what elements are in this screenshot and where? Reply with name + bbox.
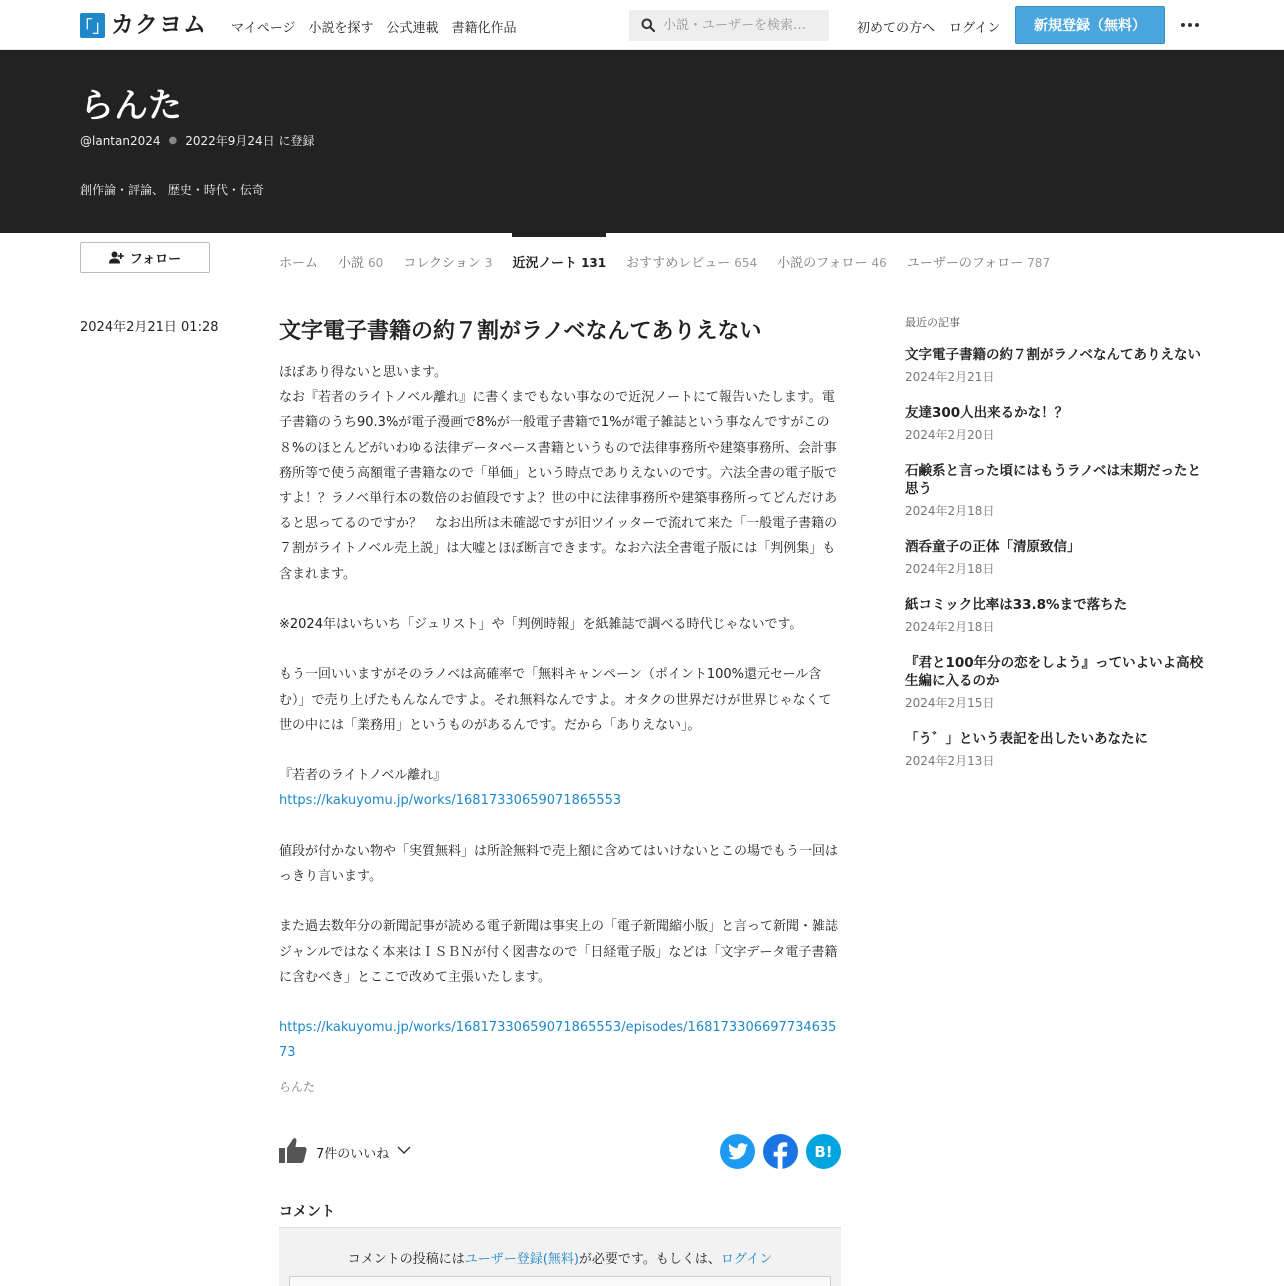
follow-label: フォロー bbox=[129, 252, 182, 267]
recent-article-item[interactable] bbox=[905, 404, 1205, 443]
hatena-bookmark-icon: B! bbox=[814, 1142, 833, 1161]
comment-login-message bbox=[279, 1248, 841, 1267]
tab-label: 近況ノート bbox=[512, 256, 578, 271]
tab-novel-follows[interactable] bbox=[777, 233, 887, 283]
tab-count: 46 bbox=[871, 256, 887, 270]
user-name[interactable]: らんた bbox=[80, 86, 182, 126]
profile-banner bbox=[0, 50, 1284, 233]
recent-article-date: 2024年2月15日 bbox=[905, 696, 995, 710]
article-paragraph: ※2024年はいちいち「ジュリスト」や「判例時報」を紙雑誌で調べる時代じゃないです。 bbox=[279, 617, 803, 633]
article-paragraph bbox=[279, 637, 841, 662]
chevron-down-icon[interactable] bbox=[397, 1145, 411, 1155]
register-button[interactable]: 新規登録（無料） bbox=[1015, 6, 1165, 44]
nav-official-series[interactable]: 公式連載 bbox=[386, 21, 439, 36]
user-genres: 創作論・評論、 歴史・時代・伝奇 bbox=[80, 183, 264, 197]
article bbox=[279, 316, 841, 1095]
recent-article-title[interactable]: 「う゛」という表記を出したいあなたに bbox=[905, 731, 1148, 747]
article-paragraph: ほぼあり得ないと思います。 bbox=[279, 365, 447, 380]
thumbs-up-icon[interactable] bbox=[279, 1137, 307, 1163]
share-facebook-button[interactable] bbox=[763, 1134, 798, 1169]
more-menu-icon[interactable] bbox=[1180, 18, 1200, 32]
like-count[interactable]: 7件のいいね bbox=[316, 1147, 390, 1162]
tab-user-follows[interactable] bbox=[907, 233, 1050, 283]
post-date: 2024年2月21日 01:28 bbox=[80, 320, 219, 335]
search-input[interactable] bbox=[663, 10, 823, 41]
article-paragraph: 値段が付かない物や「実質無料」は所詮無料で売上額に含めてはいけないとこの場でもう一回はっきり言います。 bbox=[279, 843, 839, 884]
comment-msg-text: コメントの投稿には bbox=[347, 1252, 465, 1267]
tab-label: 小説 bbox=[338, 256, 365, 271]
article-paragraph: 『若者のライトノベル離れ』 bbox=[279, 768, 447, 784]
recent-article-item[interactable] bbox=[905, 654, 1205, 711]
article-paragraph: なお『若者のライトノベル離れ』に書くまでもない事なので近況ノートにて報告いたします。電子書籍のうち90.3%が電子漫画で8%が一般電子書籍で1%が電子雑誌という事なんですがこの８%のほとんどがいわゆる法律データベース書籍というもので法律事務所や建築事務所、会計事務所等で使う高額電子書籍なので「単価」という時点でありえないのです。六法全書の電子版ですよ！？ラノベ単行本の数倍のお値段ですよ？世の中に法律事務所や建築事務所ってどんだけあると思ってるのですか？ なお出所は未確認ですが旧ツイッターで流れて来た「一般電子書籍の７割がライトノベル売上説」は大嘘とほぼ断言できます。なお六法全書電子版には「判例集」も含まれます。 bbox=[279, 390, 838, 582]
recent-article-date: 2024年2月18日 bbox=[905, 504, 995, 518]
recent-article-title[interactable]: 文字電子書籍の約７割がラノベなんてありえない bbox=[905, 347, 1202, 363]
recent-article-title[interactable]: 石鹸系と言った頃にはもうラノベは末期だったと思う bbox=[905, 463, 1202, 497]
article-body bbox=[279, 360, 841, 1066]
tab-count: 787 bbox=[1027, 256, 1051, 270]
recent-article-title[interactable]: 友達300人出来るかな！？ bbox=[905, 405, 1069, 421]
tab-news-notes[interactable] bbox=[512, 233, 606, 283]
search-box bbox=[629, 10, 829, 41]
recent-article-date: 2024年2月18日 bbox=[905, 620, 995, 634]
tab-count: 654 bbox=[734, 256, 758, 270]
article-paragraph bbox=[279, 990, 841, 1015]
tab-label: おすすめレビュー bbox=[626, 256, 731, 271]
share-hatena-button[interactable] bbox=[806, 1134, 841, 1169]
logo-mark: 「」 bbox=[80, 13, 105, 38]
recent-article-title[interactable]: 『君と100年分の恋をしよう』っていよいよ高校生編に入るのか bbox=[905, 655, 1204, 689]
recent-article-date: 2024年2月21日 bbox=[905, 370, 995, 384]
sidebar-heading: 最近の記事 bbox=[905, 316, 960, 329]
twitter-bird-icon bbox=[728, 1143, 748, 1160]
recent-article-item[interactable] bbox=[905, 538, 1205, 577]
separator-dot: ● bbox=[168, 135, 178, 146]
article-paragraph bbox=[279, 738, 841, 763]
comment-heading: コメント bbox=[279, 1204, 335, 1220]
recent-article-title[interactable]: 紙コミック比率は33.8%まで落ちた bbox=[905, 597, 1128, 613]
article-link[interactable]: https://kakuyomu.jp/works/16817330659071865553 bbox=[279, 793, 622, 809]
comment-textarea[interactable] bbox=[289, 1276, 831, 1286]
tab-reviews[interactable] bbox=[626, 233, 757, 283]
login-link[interactable]: ログイン bbox=[949, 21, 1001, 36]
comment-box bbox=[279, 1227, 841, 1286]
tab-count: 3 bbox=[484, 256, 493, 270]
article-paragraph: もう一回いいますがそのラノベは高確率で「無料キャンペーン（ポイント100%還元セール含む）」で売り上げたもんなんですよ。それ無料なんですよ。オタクの世界だけが世界じゃなくて世の中には「業務用」というものがあるんです。だから「ありえない」。 bbox=[279, 667, 832, 733]
tab-label: コレクション bbox=[403, 256, 481, 271]
user-handle: @lantan2024 bbox=[80, 133, 161, 148]
recent-article-item[interactable] bbox=[905, 730, 1205, 769]
global-nav bbox=[231, 17, 517, 36]
article-author[interactable]: らんた bbox=[279, 1079, 316, 1094]
search-icon[interactable] bbox=[641, 18, 655, 32]
register-link[interactable]: ユーザー登録(無料) bbox=[464, 1252, 579, 1267]
recent-article-date: 2024年2月13日 bbox=[905, 754, 995, 768]
tab-collections[interactable] bbox=[403, 233, 492, 283]
kakuyomu-logo[interactable] bbox=[76, 12, 207, 38]
share-twitter-button[interactable] bbox=[720, 1134, 755, 1169]
nav-published-works[interactable]: 書籍化作品 bbox=[451, 21, 517, 36]
article-link[interactable]: https://kakuyomu.jp/works/16817330659071865553/episodes/16817330669773463573 bbox=[279, 1020, 837, 1061]
article-title: 文字電子書籍の約７割がラノベなんてありえない bbox=[279, 319, 762, 344]
tab-count: 131 bbox=[581, 256, 607, 270]
article-paragraph bbox=[279, 587, 841, 612]
recent-article-date: 2024年2月20日 bbox=[905, 428, 995, 442]
user-joined-date: 2022年9月24日 に登録 bbox=[185, 134, 315, 148]
nav-find-novels[interactable]: 小説を探す bbox=[308, 21, 374, 36]
profile-tabs bbox=[279, 233, 1050, 283]
logo-text: カクヨム bbox=[111, 12, 207, 38]
recent-article-date: 2024年2月18日 bbox=[905, 562, 995, 576]
tab-home[interactable] bbox=[279, 233, 318, 283]
recent-articles-sidebar bbox=[905, 314, 1205, 788]
tab-novels[interactable] bbox=[338, 233, 383, 283]
comment-msg-text: が必要です。もしくは、 bbox=[578, 1252, 721, 1267]
recent-article-item[interactable] bbox=[905, 346, 1205, 385]
like-share-row bbox=[279, 1133, 841, 1173]
nav-mypage[interactable]: マイページ bbox=[231, 21, 296, 36]
article-paragraph bbox=[279, 814, 841, 839]
follow-button[interactable] bbox=[80, 242, 210, 273]
first-time-link[interactable]: 初めての方へ bbox=[857, 21, 936, 36]
comment-login-link[interactable]: ログイン bbox=[720, 1252, 773, 1267]
tab-count: 60 bbox=[368, 256, 384, 270]
tab-label: 小説のフォロー bbox=[777, 256, 868, 271]
article-paragraph: また過去数年分の新聞記事が読める電子新聞は事実上の「電子新聞縮小版」と言って新聞・雑誌ジャンルではなく本来はＩＳＢＮが付く図書なので「日経電子版」などは「文字データ電子書籍に含むべき」とここで改めて主張いたします。 bbox=[279, 919, 839, 985]
user-meta bbox=[80, 132, 315, 149]
recent-article-item[interactable] bbox=[905, 462, 1205, 519]
recent-article-item[interactable] bbox=[905, 596, 1205, 635]
article-paragraph bbox=[279, 889, 841, 914]
facebook-f-icon bbox=[763, 1134, 798, 1169]
tab-label: ユーザーのフォロー bbox=[906, 256, 1024, 271]
add-user-icon bbox=[109, 251, 124, 264]
global-header bbox=[0, 0, 1284, 50]
tab-label: ホーム bbox=[279, 256, 319, 271]
recent-article-title[interactable]: 酒呑童子の正体「清原致信」 bbox=[905, 539, 1081, 555]
